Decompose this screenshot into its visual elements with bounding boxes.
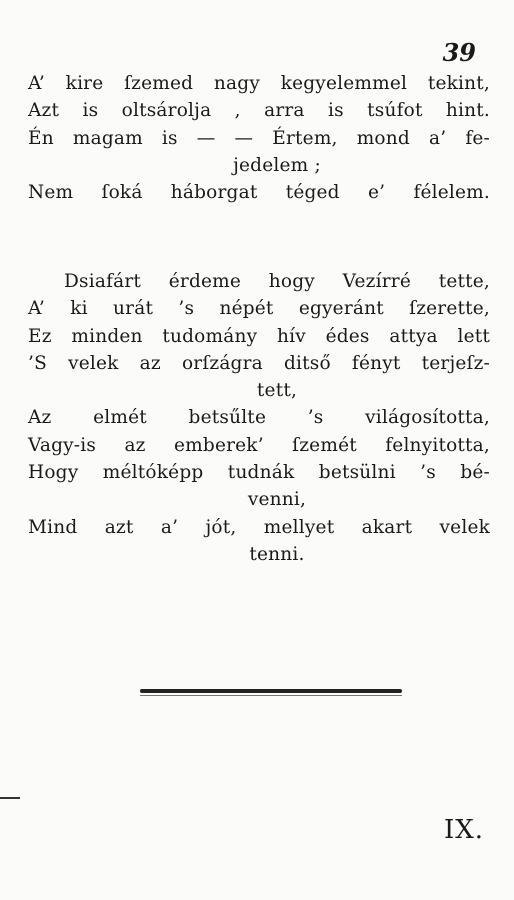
verse-line: Hogy méltóképp tudnák betsülni ’s bé-	[28, 462, 490, 484]
verse-line: Azt is oltsárolja , arra is tsúfot hint.	[28, 100, 490, 122]
verse-line: Én magam is — — Értem, mond a’ fe-	[28, 127, 490, 149]
verse-line: Mind azt a’ jót, mellyet akart velek	[28, 516, 490, 538]
verse-line: Dsiafárt érdeme hogy Vezírré tette,	[64, 271, 490, 292]
verse-line-continuation: venni,	[247, 489, 307, 511]
verse-line: Vagy-is az emberek’ ſzemét felnyitotta,	[28, 434, 490, 456]
stanza-2	[28, 268, 490, 568]
verse-line-continuation: tenni.	[249, 543, 305, 565]
printer-signature: IX.	[443, 815, 484, 845]
verse-line: Ez minden tudomány hív édes attya lett	[28, 325, 490, 347]
margin-mark	[0, 797, 20, 799]
verse-line: Az elmét betsűlte ’s világosította,	[28, 407, 490, 429]
verse-line: Nem ſoká háborgat téged e’ félelem.	[28, 182, 490, 204]
verse-line: A’ kire ſzemed nagy kegyelemmel tekint,	[28, 73, 490, 94]
verse-line: ’S velek az orſzágra ditső fényt terjeſz-	[28, 352, 490, 374]
verse-line: A’ ki urát ’s népét egyeránt ſzerette,	[28, 298, 490, 320]
verse-line-continuation: jedelem ;	[233, 154, 321, 176]
page-number: 39	[442, 38, 476, 67]
decorative-rule	[140, 689, 402, 693]
verse-line-continuation: tett,	[256, 380, 298, 402]
stanza-1	[28, 70, 490, 206]
